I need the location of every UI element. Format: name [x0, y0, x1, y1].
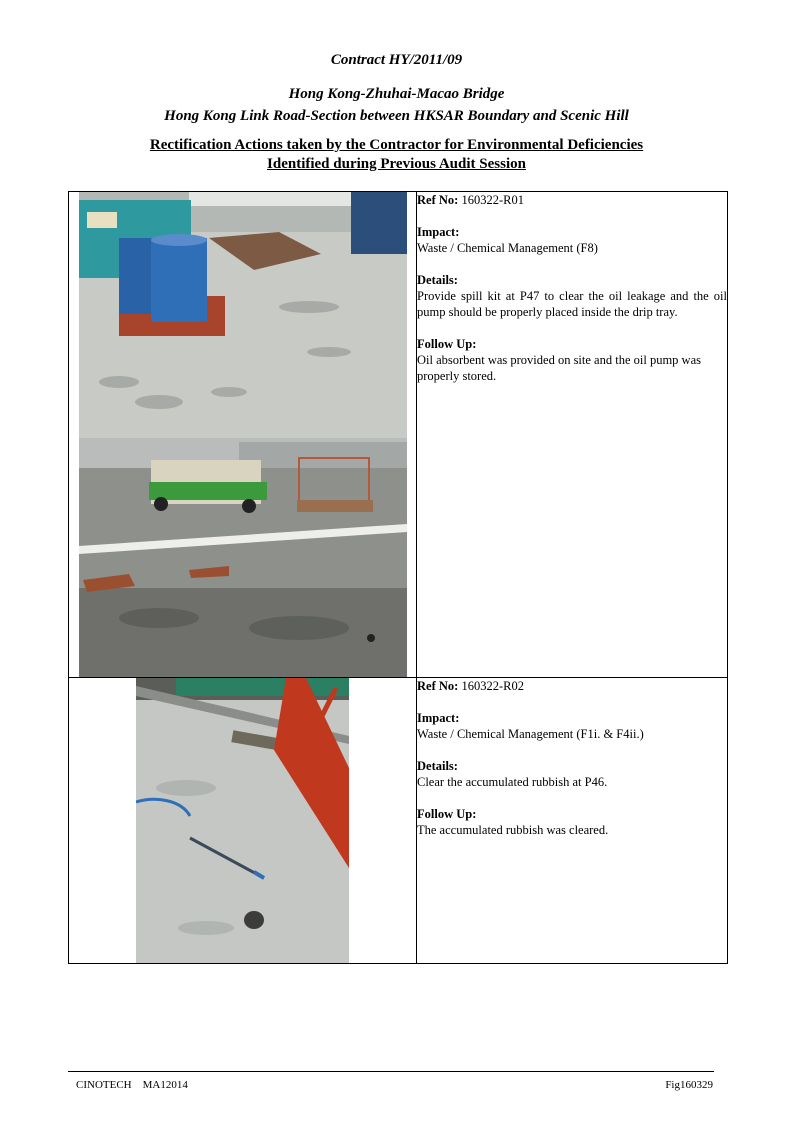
report-title-line2: Identified during Previous Audit Session [267, 156, 526, 172]
ref-no-label: Ref No: [417, 679, 459, 693]
footer-divider [68, 1071, 714, 1072]
table-row [69, 192, 728, 678]
impact-label: Impact: [417, 225, 460, 239]
follow-up-label: Follow Up: [417, 807, 477, 821]
report-title-line1: Rectification Actions taken by the Contractor for Environmental Deficiencies [149, 137, 644, 153]
footer-left: CINOTECH MA12014 [76, 1079, 188, 1091]
details-label: Details: [417, 759, 458, 773]
report-title [0, 136, 793, 174]
photo-cell [69, 192, 417, 678]
follow-up-value: Oil absorbent was provided on site and the oil pump was properly stored. [417, 353, 701, 383]
table-row [69, 678, 728, 964]
contract-number: Contract HY/2011/09 [330, 52, 463, 68]
site-photo-rubbish-cleared [136, 678, 349, 963]
entry-details-cell [417, 192, 728, 678]
ref-no-value: 160322-R01 [461, 193, 524, 207]
impact-value: Waste / Chemical Management (F8) [417, 241, 598, 255]
ref-no-value: 160322-R02 [461, 679, 524, 693]
details [417, 758, 727, 790]
ref-no [417, 678, 727, 694]
follow-up [417, 806, 727, 838]
impact-value: Waste / Chemical Management (F1i. & F4ii.) [417, 727, 644, 741]
details-value: Clear the accumulated rubbish at P46. [417, 775, 608, 789]
ref-no-label: Ref No: [417, 193, 459, 207]
details-label: Details: [417, 273, 458, 287]
footer-right: Fig160329 [665, 1079, 713, 1091]
rectification-table [68, 191, 728, 964]
follow-up-label: Follow Up: [417, 337, 477, 351]
follow-up [417, 336, 727, 384]
ref-no [417, 192, 727, 208]
site-photo-oil-drums [79, 192, 407, 438]
details [417, 272, 727, 320]
entry-details-cell [417, 678, 728, 964]
impact [417, 224, 727, 256]
site-photo-golf-cart [79, 438, 407, 677]
impact-label: Impact: [417, 711, 460, 725]
photo-cell [69, 678, 417, 964]
project-title-line1: Hong Kong-Zhuhai-Macao Bridge [288, 86, 505, 102]
impact [417, 710, 727, 742]
project-title-line2: Hong Kong Link Road-Section between HKSAR Boundary and Scenic Hill [164, 108, 629, 124]
follow-up-value: The accumulated rubbish was cleared. [417, 823, 609, 837]
details-value: Provide spill kit at P47 to clear the oil leakage and the oil pump should be properly placed inside the drip tray. [417, 289, 727, 319]
